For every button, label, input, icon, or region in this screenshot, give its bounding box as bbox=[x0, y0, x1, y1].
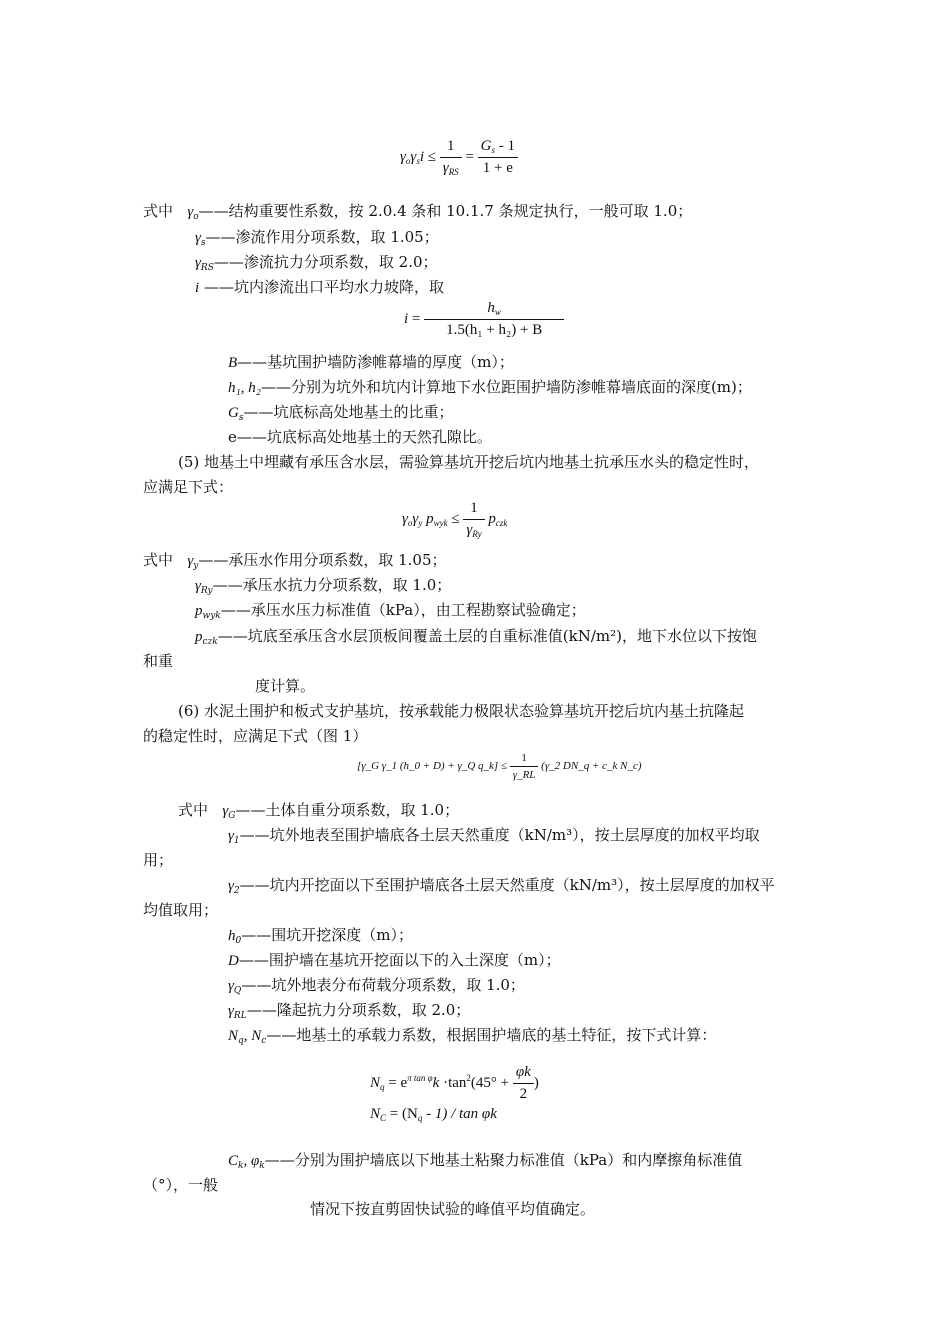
def-h1-h2: h₁, h₂——分别为坑外和坑内计算地下水位距围护墙防渗帷幕墙底面的深度(m)； bbox=[228, 378, 752, 396]
def-gamma-2-cont: 均值取用； bbox=[143, 901, 219, 919]
def-p-wyk: $p_{wyk}——$承压水压力标准值（kPa），由工程勘察试验确定； bbox=[195, 601, 586, 621]
def-gamma-q: $\gamma_Q——$坑外地表分布荷载分项系数，取 1.0； bbox=[228, 976, 525, 996]
def-gamma-g: 式中 $\gamma_G——$土体自重分项系数，取 1.0； bbox=[178, 801, 460, 821]
def-nq-nc: $N_q$, $N_c——$地基土的承载力系数，根据围护墙底的基土特征，按下式计算： bbox=[228, 1026, 717, 1046]
def-gamma-s: $\gamma_s——$渗流作用分项系数，取 1.05； bbox=[195, 228, 439, 248]
equation-heave-stability: [γ_G γ_1 (h_0 + D) + γ_Q q_k] ≤ $\frac{1}{\gamma\_RL}$ (γ_2 DN_q + c_k N_c) bbox=[357, 752, 642, 781]
def-ck-phik-end: 情况下按直剪固快试验的峰值平均值确定。 bbox=[310, 1200, 596, 1218]
def-p-czk-end: 度计算。 bbox=[255, 677, 316, 695]
equation-hydraulic-gradient: i = $\frac{h_w}{\text{1.5(h₁ + h₂) + B}}$ bbox=[404, 300, 564, 339]
def-ck-phik: $C_k$, $\varphi_k——$分别为围护墙底以下地基土粘聚力标准值（kPa）和内摩擦角标准值 bbox=[228, 1151, 743, 1171]
paragraph-5-line-2: 应满足下式： bbox=[143, 478, 234, 496]
def-gamma-y: 式中 $\gamma_y——$承压水作用分项系数，取 1.05； bbox=[143, 551, 447, 571]
def-p-czk-cont: 和重 bbox=[143, 652, 174, 670]
def-i: i ——坑内渗流出口平均水力坡降，取 bbox=[195, 278, 444, 296]
def-gamma-o: 式中 $\gamma_o——$结构重要性系数，按 2.0.4 条和 10.1.7 条规定执行，一般可取 1.0； bbox=[143, 202, 693, 222]
def-b: B——基坑围护墙防渗帷幕墙的厚度（m）； bbox=[228, 353, 514, 371]
def-d: D——围护墙在基坑开挖面以下的入土深度（m）； bbox=[228, 951, 561, 969]
def-gs: $G_s——$坑底标高处地基土的比重； bbox=[228, 403, 454, 423]
def-e: e——坑底标高处地基土的天然孔隙比。 bbox=[228, 428, 492, 446]
def-gamma-ry: $\gamma_{Ry}——$承压水抗力分项系数，取 1.0； bbox=[195, 576, 452, 596]
def-p-czk: $p_{czk}——$坑底至承压含水层顶板间覆盖土层的自重标准值(kN/m²)，地下水位以下按饱 bbox=[195, 627, 757, 647]
equation-confined-water: $\gamma_o\gamma_y$ $p_{wyk}$ ≤ $\frac{1}{\gamma_{Ry}}$ $p_{czk}$ bbox=[402, 500, 508, 539]
def-gamma-2: $\gamma_2——$坑内开挖面以下至围护墙底各土层天然重度（kN/m³），按土层厚度的加权平 bbox=[228, 876, 775, 896]
def-gamma-rl: $\gamma_{RL}——$隆起抗力分项系数，取 2.0； bbox=[228, 1001, 471, 1021]
def-ck-phik-cont: （°），一般 bbox=[143, 1176, 219, 1194]
def-h0: $h_0——$围坑开挖深度（m）； bbox=[228, 926, 413, 946]
def-gamma-1: $\gamma_1——$坑外地表至围护墙底各土层天然重度（kN/m³），按土层厚度的加权平均取 bbox=[228, 826, 760, 846]
equation-nc: $N_C = (N_q - 1) / \tan \varphi k$ bbox=[370, 1106, 497, 1123]
equation-nq: $N_q = e^{\pi tan \varphi}k \cdot\tan^2(45^\circ$ + $\frac{\varphi k}{2}$ ) bbox=[370, 1064, 539, 1102]
def-gamma-rs: $\gamma_{RS}——$渗流抗力分项系数，取 2.0； bbox=[195, 253, 438, 273]
paragraph-5-line-1: (5) 地基土中埋藏有承压含水层，需验算基坑开挖后坑内地基土抗承压水头的稳定性时， bbox=[178, 453, 760, 471]
equation-seepage: $\gamma_o\gamma_si$ ≤ $\frac{1}{\gamma_{RS}}$ = $\frac{G_s - 1}{1 + e}$ bbox=[400, 138, 518, 177]
paragraph-6-line-2: 的稳定性时，应满足下式（图 1） bbox=[143, 727, 368, 745]
def-gamma-1-cont: 用； bbox=[143, 851, 174, 869]
paragraph-6-line-1: (6) 水泥土围护和板式支护基坑，按承载能力极限状态验算基坑开挖后坑内基土抗隆起 bbox=[178, 702, 745, 720]
